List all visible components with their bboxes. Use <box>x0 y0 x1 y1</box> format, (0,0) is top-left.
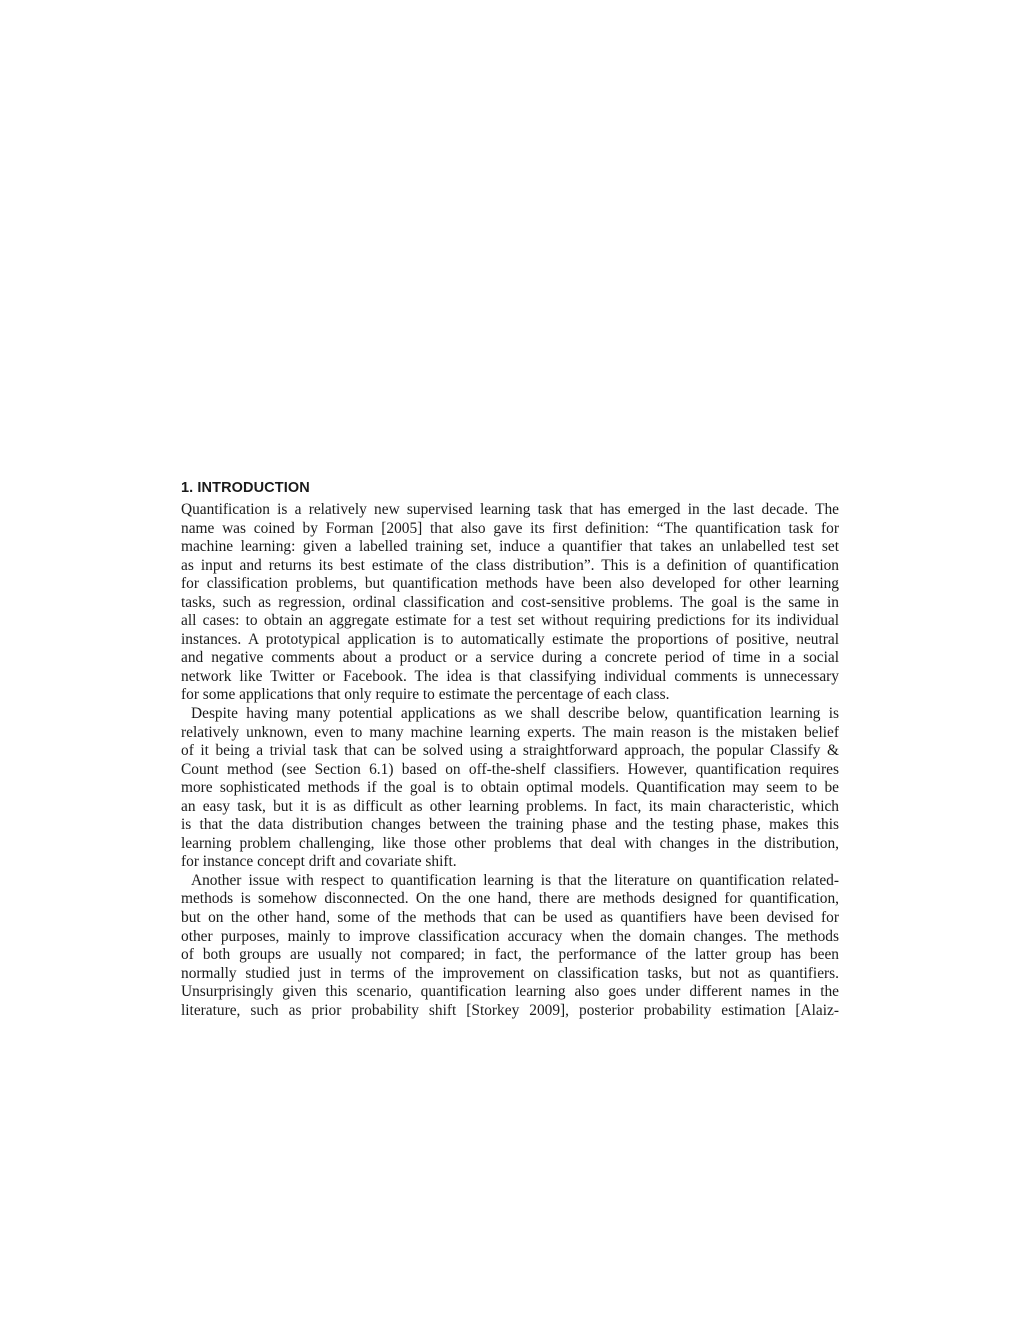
text-line: is that the data distribution changes between the training phase and the testing phase, makes this <box>181 816 839 834</box>
text-line: tasks, such as regression, ordinal classification and cost-sensitive problems. The goal is the same in <box>181 593 839 611</box>
text-line: normally studied just in terms of the improvement on classification tasks, but not as quantifiers. <box>181 964 839 982</box>
text-line: methods is somehow disconnected. On the one hand, there are methods designed for quantification, <box>181 890 839 908</box>
text-line: of it being a trivial task that can be solved using a straightforward approach, the popular Classify & <box>181 742 839 760</box>
text-line: learning problem challenging, like those other problems that deal with changes in the distribution, <box>181 834 839 852</box>
text-line: but on the other hand, some of the methods that can be used as quantifiers have been devised for <box>181 909 839 927</box>
paper-page <box>181 478 839 1020</box>
text-line: for some applications that only require to estimate the percentage of each class. <box>181 686 670 704</box>
text-line: for instance concept drift and covariate shift. <box>181 853 457 871</box>
text-line: Despite having many potential applications as we shall describe below, quantification learning is <box>191 705 839 723</box>
paragraph-3 <box>181 872 839 1020</box>
text-line: an easy task, but it is as difficult as other learning problems. In fact, its main characteristic, which <box>181 797 839 815</box>
text-line: relatively unknown, even to many machine learning experts. The main reason is the mistaken belief <box>181 723 839 741</box>
text-line: as input and returns its best estimate of the class distribution”. This is a definition of quantification <box>181 556 839 574</box>
text-line: and negative comments about a product or a service during a concrete period of time in a social <box>181 649 839 667</box>
paragraph-2 <box>181 705 839 872</box>
text-line: for classification problems, but quantification methods have been also developed for other learning <box>181 575 839 593</box>
text-line: other purposes, mainly to improve classification accuracy when the domain changes. The methods <box>181 927 839 945</box>
text-line: instances. A prototypical application is to automatically estimate the proportions of positive, neutral <box>181 630 839 648</box>
text-line: all cases: to obtain an aggregate estimate for a test set without requiring predictions for its individual <box>181 612 839 630</box>
text-line: more sophisticated methods if the goal is to obtain optimal models. Quantification may seem to be <box>181 779 839 797</box>
text-line: network like Twitter or Facebook. The idea is that classifying individual comments is unnecessary <box>181 667 839 685</box>
text-line: name was coined by Forman [2005] that also gave its first definition: “The quantification task for <box>181 519 839 537</box>
text-line: of both groups are usually not compared; in fact, the performance of the latter group has been <box>181 946 839 964</box>
text-line: Count method (see Section 6.1) based on off-the-shelf classifiers. However, quantification requires <box>181 760 839 778</box>
text-line: machine learning: given a labelled training set, induce a quantifier that takes an unlabelled test set <box>181 538 839 556</box>
paragraph-1 <box>181 501 839 705</box>
text-line: literature, such as prior probability shift [Storkey 2009], posterior probability estimation [Alaiz- <box>181 1001 839 1019</box>
text-line: Another issue with respect to quantification learning is that the literature on quantification related- <box>191 871 839 889</box>
text-line: Quantification is a relatively new supervised learning task that has emerged in the last decade. The <box>181 501 839 518</box>
section-heading: 1. INTRODUCTION <box>181 480 310 496</box>
text-line: Unsurprisingly given this scenario, quantification learning also goes under different names in the <box>181 983 839 1001</box>
